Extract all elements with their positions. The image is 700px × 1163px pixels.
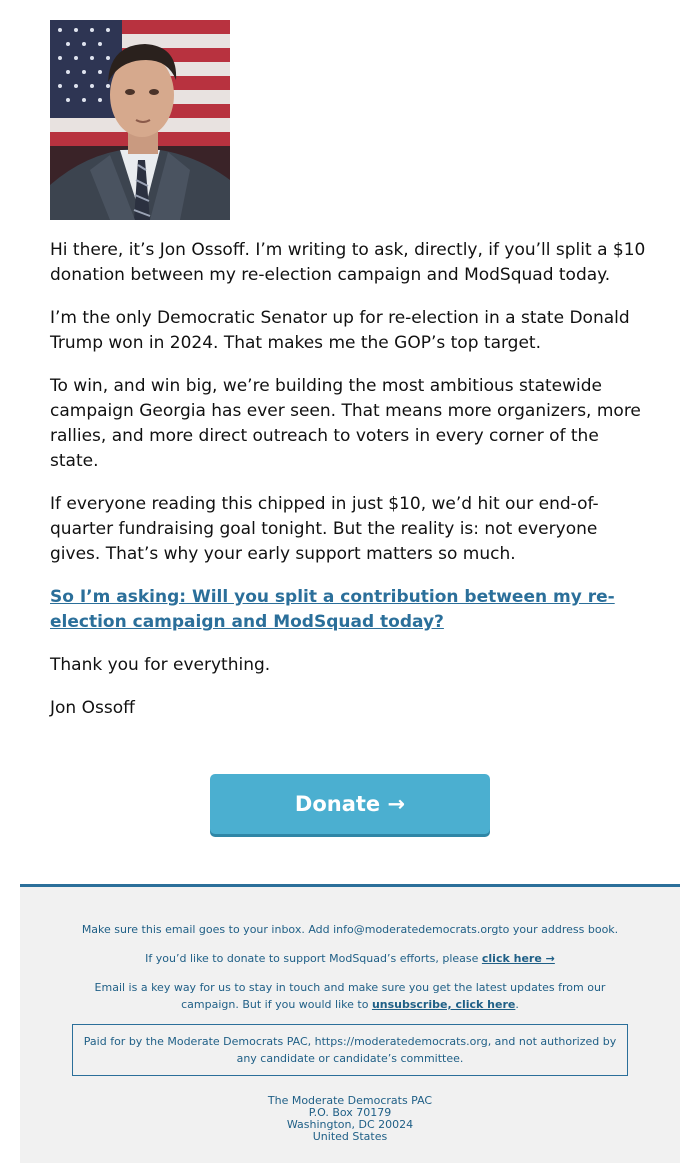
- email-note: [80, 979, 620, 1013]
- address-org: The Moderate Democrats PAC: [267, 1094, 433, 1107]
- portrait-image: [50, 20, 230, 220]
- email-footer: [20, 884, 680, 1163]
- letter-paragraph: Hi there, it’s Jon Ossoff. I’m writing to ask, directly, if you’ll split a $10 donation between my re-election campaign and ModSquad today.: [50, 240, 646, 285]
- donate-button-container: [210, 774, 490, 837]
- address-country: United States: [312, 1130, 388, 1143]
- donate-note-text: If you’d like to donate to support ModSquad’s efforts, please: [145, 952, 482, 965]
- paid-for-box: [72, 1024, 628, 1076]
- unsubscribe-link[interactable]: unsubscribe, click here: [371, 998, 516, 1011]
- letter-body: [50, 238, 650, 739]
- letter-paragraph: I’m the only Democratic Senator up for re-election in a state Donald Trump won in 2024. That makes me the GOP’s top target.: [50, 308, 630, 353]
- footer-donate-link[interactable]: click here →: [481, 952, 555, 965]
- mailing-address: [20, 1095, 680, 1143]
- letter-paragraph: To win, and win big, we’re building the most ambitious statewide campaign Georgia has ever seen. That means more organizers, more rallies, and more direct outreach to voters in every corner of the state.: [50, 376, 641, 471]
- sender-photo: [50, 20, 230, 220]
- inbox-note: Make sure this email goes to your inbox. Add info@moderatedemocrats.orgto your address book.: [81, 923, 619, 936]
- email-note-suffix: .: [515, 998, 519, 1011]
- thanks-line: Thank you for everything.: [50, 655, 271, 675]
- signature: Jon Ossoff: [50, 698, 135, 718]
- email-note-text: Email is a key way for us to stay in touch and make sure you get the latest updates from our campaign. But if you would like to: [94, 981, 606, 1011]
- contribution-ask-link[interactable]: So I’m asking: Will you split a contribution between my re-election campaign and ModSquad today?: [50, 587, 615, 632]
- address-city: Washington, DC 20024: [286, 1118, 414, 1131]
- letter-paragraph: If everyone reading this chipped in just $10, we’d hit our end-of-quarter fundraising goal tonight. But the reality is: not everyone gives. That’s why your early support matters so much.: [50, 494, 599, 564]
- address-box: P.O. Box 70179: [308, 1106, 392, 1119]
- donate-note: [20, 950, 680, 967]
- paid-for-disclaimer: Paid for by the Moderate Democrats PAC, https://moderatedemocrats.org, and not authorized by any candidate or candidate’s committee.: [83, 1035, 617, 1065]
- donate-button[interactable]: Donate →: [210, 774, 490, 834]
